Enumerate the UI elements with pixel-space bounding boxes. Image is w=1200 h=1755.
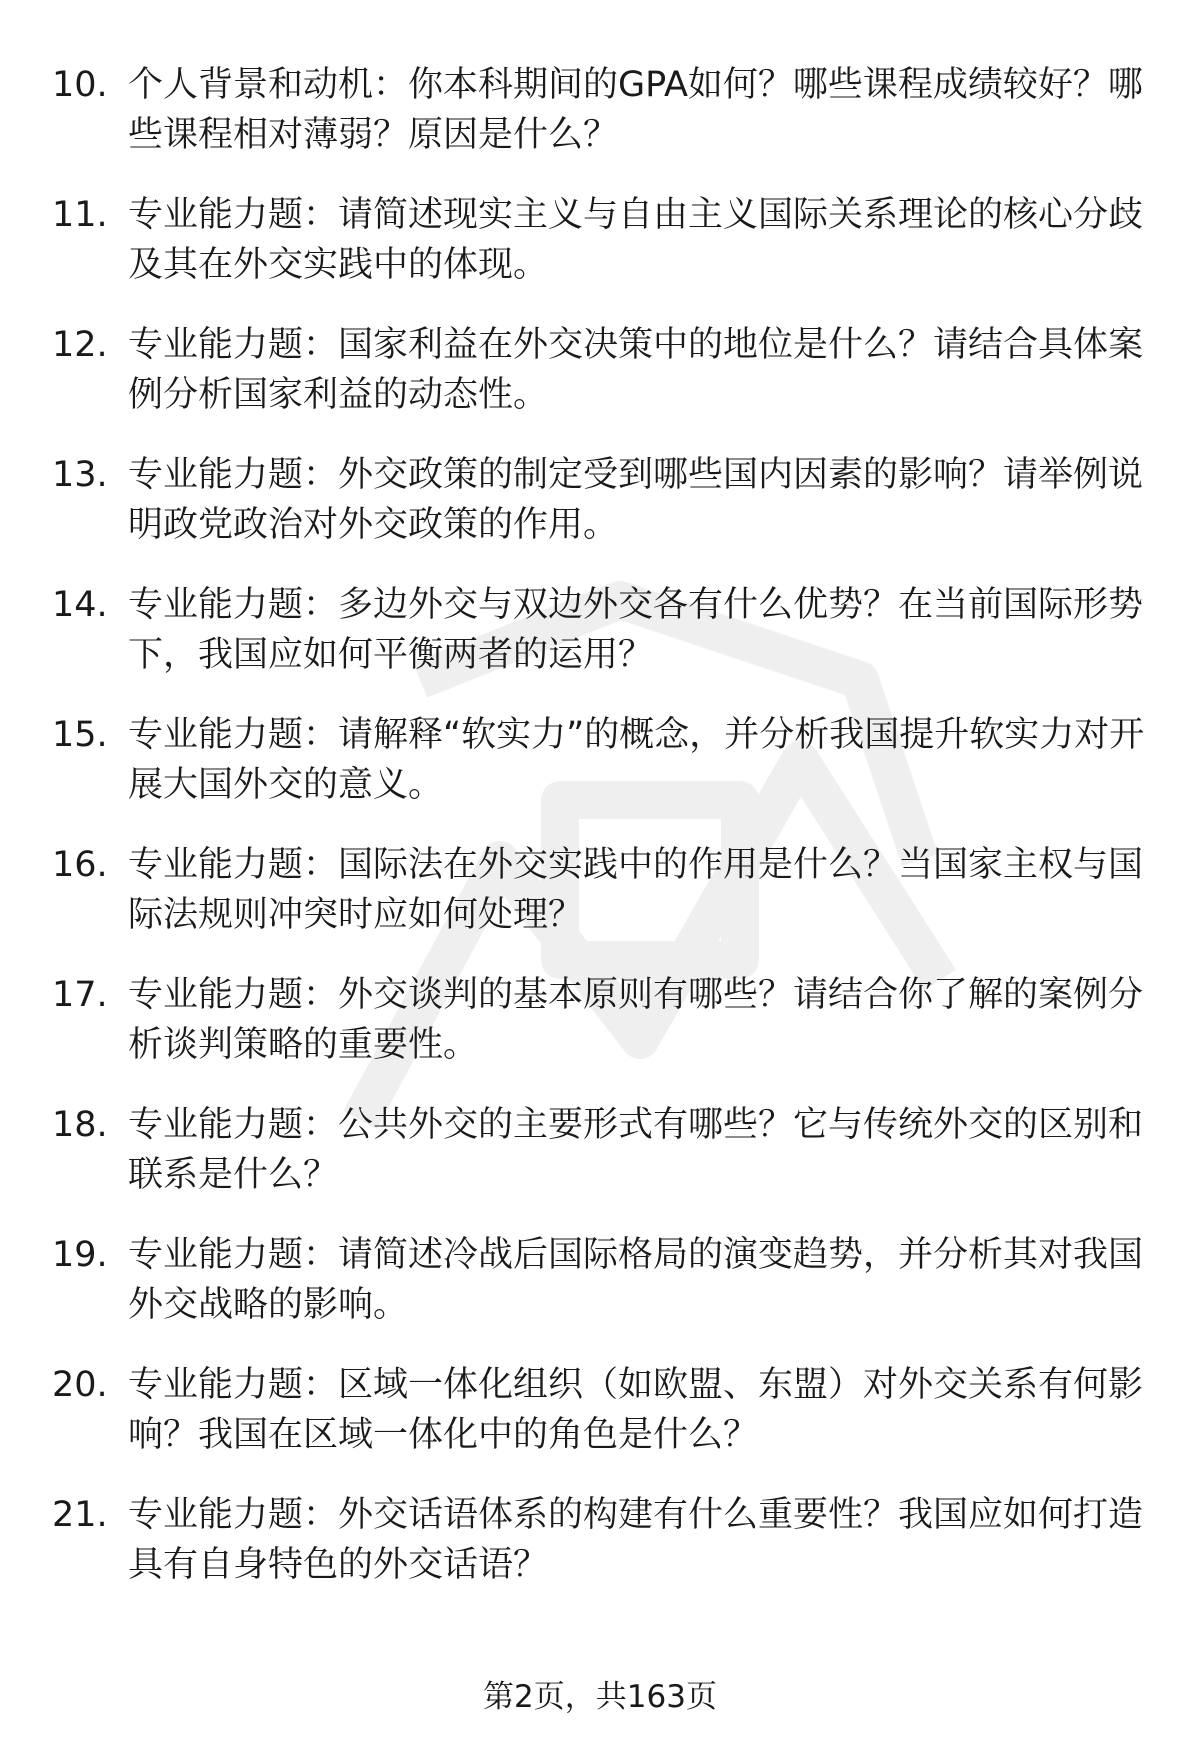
page-footer: 第2页，共163页 (483, 1679, 717, 1715)
question-text: 个人背景和动机：你本科期间的GPA如何？哪些课程成绩较好？哪些课程相对薄弱？原因是什么？ (128, 65, 1143, 155)
question-number: 19. (52, 1235, 108, 1275)
question-number: 17. (52, 975, 108, 1015)
question-number: 21. (52, 1495, 108, 1535)
question-text: 专业能力题：请解释“软实力”的概念，并分析我国提升软实力对开展大国外交的意义。 (128, 715, 1145, 805)
question-text: 专业能力题：请简述冷战后国际格局的演变趋势，并分析其对我国外交战略的影响。 (128, 1235, 1144, 1325)
question-number: 15. (52, 715, 108, 755)
question-number: 18. (52, 1105, 108, 1145)
question-number: 14. (52, 585, 108, 625)
question-text: 专业能力题：国际法在外交实践中的作用是什么？当国家主权与国际法规则冲突时应如何处理？ (128, 845, 1144, 935)
question-number: 16. (52, 845, 108, 885)
question-text: 专业能力题：区域一体化组织（如欧盟、东盟）对外交关系有何影响？我国在区域一体化中的角色是什么？ (128, 1365, 1144, 1455)
question-text: 专业能力题：国家利益在外交决策中的地位是什么？请结合具体案例分析国家利益的动态性。 (128, 325, 1144, 415)
question-number: 11. (52, 195, 108, 235)
question-text: 专业能力题：外交政策的制定受到哪些国内因素的影响？请举例说明政党政治对外交政策的作用。 (128, 455, 1144, 545)
question-number: 13. (52, 455, 108, 495)
question-text: 专业能力题：外交话语体系的构建有什么重要性？我国应如何打造具有自身特色的外交话语？ (128, 1495, 1144, 1585)
question-text: 专业能力题：外交谈判的基本原则有哪些？请结合你了解的案例分析谈判策略的重要性。 (128, 975, 1144, 1065)
question-text: 专业能力题：多边外交与双边外交各有什么优势？在当前国际形势下，我国应如何平衡两者的运用？ (128, 585, 1144, 675)
question-number: 10. (52, 65, 108, 105)
question-number: 20. (52, 1365, 108, 1405)
question-text: 专业能力题：公共外交的主要形式有哪些？它与传统外交的区别和联系是什么？ (128, 1105, 1144, 1195)
question-text: 专业能力题：请简述现实主义与自由主义国际关系理论的核心分歧及其在外交实践中的体现。 (128, 195, 1144, 285)
question-number: 12. (52, 325, 108, 365)
